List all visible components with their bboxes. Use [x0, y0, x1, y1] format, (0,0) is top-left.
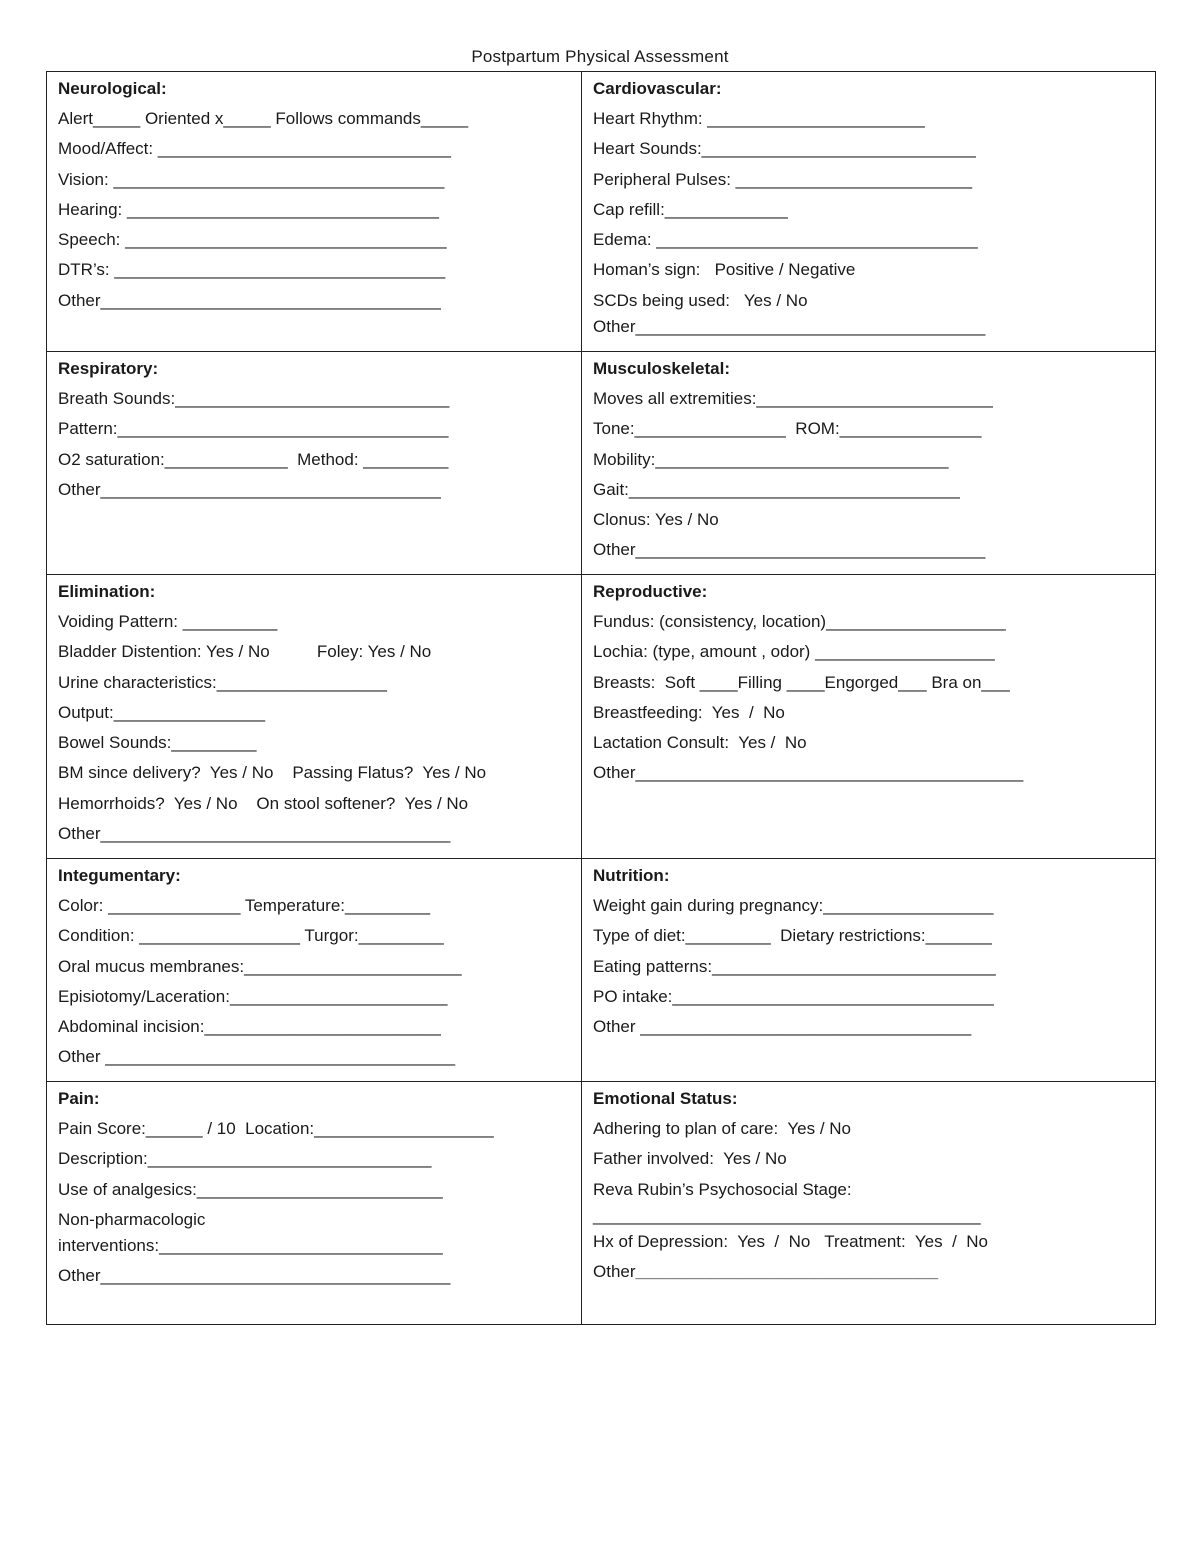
pain-section: [47, 1082, 582, 1324]
output-field[interactable]: Output:________________: [58, 702, 266, 722]
hearing-field[interactable]: Hearing: _________________________________: [58, 199, 439, 219]
urine-characteristics-field[interactable]: Urine characteristics:__________________: [58, 672, 387, 692]
interventions-field[interactable]: interventions:______________________________: [58, 1235, 443, 1255]
oral-mucus-membranes-field[interactable]: Oral mucus membranes:_______________________: [58, 956, 462, 976]
emotional-status-other-blank[interactable]: ________________________________: [635, 1261, 939, 1281]
nutrition-section: [582, 859, 1155, 1081]
assessment-form-grid: [46, 71, 1156, 1325]
peripheral-pulses-field[interactable]: Peripheral Pulses: _________________________: [593, 169, 973, 189]
clonus-option[interactable]: Clonus: Yes / No: [593, 510, 719, 530]
adhering-plan-of-care-option[interactable]: Adhering to plan of care: Yes / No: [593, 1119, 852, 1138]
respiratory-other-field[interactable]: Other____________________________________: [58, 479, 441, 499]
po-intake-field[interactable]: PO intake:__________________________________: [593, 986, 994, 1006]
hemorrhoids-stool-softener-option[interactable]: Hemorrhoids? Yes / No On stool softener? Yes / No: [58, 793, 469, 813]
edema-field[interactable]: Edema: __________________________________: [593, 230, 978, 250]
breath-sounds-field[interactable]: Breath Sounds:_____________________________: [58, 389, 450, 408]
form-row-2: [47, 352, 1155, 575]
bm-passing-flatus-option[interactable]: BM since delivery? Yes / No Passing Flatus? Yes / No: [58, 763, 487, 783]
emotional-status-other-field[interactable]: [593, 1261, 1145, 1283]
psychosocial-stage-label: Reva Rubin’s Psychosocial Stage:: [593, 1179, 852, 1199]
weight-gain-field[interactable]: Weight gain during pregnancy:__________________: [593, 896, 994, 915]
elimination-other-field[interactable]: Other_____________________________________: [58, 824, 451, 844]
lochia-field[interactable]: Lochia: (type, amount , odor) ___________________: [593, 642, 995, 662]
section-title-pain: Pain:: [58, 1089, 100, 1108]
breasts-field[interactable]: Breasts: Soft ____Filling ____Engorged___ Bra on___: [593, 672, 1010, 692]
elimination-section: [47, 575, 582, 858]
cap-refill-field[interactable]: Cap refill:_____________: [593, 199, 788, 219]
father-involved-option[interactable]: Father involved: Yes / No: [593, 1149, 787, 1169]
abdominal-incision-field[interactable]: Abdominal incision:_________________________: [58, 1017, 441, 1037]
bladder-distention-foley-option[interactable]: Bladder Distention: Yes / No Foley: Yes / No: [58, 642, 432, 662]
homans-sign-option[interactable]: Homan’s sign: Positive / Negative: [593, 260, 856, 280]
pain-score-location-field[interactable]: Pain Score:______ / 10 Location:___________________: [58, 1119, 494, 1138]
emotional-status-section: [582, 1082, 1155, 1324]
eating-patterns-field[interactable]: Eating patterns:______________________________: [593, 956, 996, 976]
fundus-field[interactable]: Fundus: (consistency, location)___________________: [593, 612, 1006, 631]
episiotomy-laceration-field[interactable]: Episiotomy/Laceration:_______________________: [58, 986, 448, 1006]
cardiovascular-section: [582, 72, 1155, 351]
non-pharmacologic-label: Non-pharmacologic: [58, 1209, 206, 1229]
cardiovascular-other-field[interactable]: Other_____________________________________: [593, 316, 986, 336]
o2-saturation-method-field[interactable]: O2 saturation:_____________ Method: _________: [58, 449, 449, 469]
page-title: Postpartum Physical Assessment: [471, 47, 729, 66]
section-title-nutrition: Nutrition:: [593, 866, 670, 885]
neurological-other-field[interactable]: Other____________________________________: [58, 290, 441, 310]
section-title-respiratory: Respiratory:: [58, 359, 159, 378]
heart-sounds-field[interactable]: Heart Sounds:_____________________________: [593, 139, 976, 159]
emotional-status-other-label: Other: [593, 1261, 636, 1281]
section-title-elimination: Elimination:: [58, 582, 156, 601]
pattern-field[interactable]: Pattern:___________________________________: [58, 419, 449, 439]
use-of-analgesics-field[interactable]: Use of analgesics:__________________________: [58, 1179, 443, 1199]
color-temperature-field[interactable]: Color: ______________ Temperature:_________: [58, 896, 431, 915]
breastfeeding-option[interactable]: Breastfeeding: Yes / No: [593, 702, 785, 722]
dtrs-field[interactable]: DTR’s: ___________________________________: [58, 260, 446, 280]
section-title-emotional-status: Emotional Status:: [593, 1089, 738, 1108]
respiratory-section: [47, 352, 582, 574]
integumentary-other-field[interactable]: Other _____________________________________: [58, 1047, 456, 1067]
section-title-neurological: Neurological:: [58, 79, 167, 98]
section-title-musculoskeletal: Musculoskeletal:: [593, 359, 730, 378]
form-row-1: [47, 72, 1155, 352]
integumentary-section: [47, 859, 582, 1081]
form-row-4: [47, 859, 1155, 1082]
description-field[interactable]: Description:______________________________: [58, 1149, 432, 1169]
musculoskeletal-section: [582, 352, 1155, 574]
gait-field[interactable]: Gait:___________________________________: [593, 479, 960, 499]
moves-all-extremities-field[interactable]: Moves all extremities:_________________________: [593, 389, 993, 408]
vision-field[interactable]: Vision: ___________________________________: [58, 169, 445, 189]
speech-field[interactable]: Speech: __________________________________: [58, 230, 447, 250]
section-title-cardiovascular: Cardiovascular:: [593, 79, 722, 98]
reproductive-section: [582, 575, 1155, 858]
section-title-integumentary: Integumentary:: [58, 866, 181, 885]
heart-rhythm-field[interactable]: Heart Rhythm: _______________________: [593, 109, 925, 128]
section-title-reproductive: Reproductive:: [593, 582, 708, 601]
condition-turgor-field[interactable]: Condition: _________________ Turgor:_________: [58, 926, 444, 946]
form-row-5: [47, 1082, 1155, 1325]
reproductive-other-field[interactable]: Other_________________________________________: [593, 763, 1024, 783]
psychosocial-stage-field[interactable]: _________________________________________: [593, 1205, 981, 1225]
mobility-field[interactable]: Mobility:_______________________________: [593, 449, 949, 469]
bowel-sounds-field[interactable]: Bowel Sounds:_________: [58, 733, 257, 753]
diet-restrictions-field[interactable]: Type of diet:_________ Dietary restrictions:_______: [593, 926, 992, 946]
pain-other-field[interactable]: Other_____________________________________: [58, 1266, 451, 1286]
tone-rom-field[interactable]: Tone:________________ ROM:_______________: [593, 419, 982, 439]
neurological-section: [47, 72, 582, 351]
alert-oriented-commands-field[interactable]: Alert_____ Oriented x_____ Follows commands_____: [58, 109, 469, 128]
depression-treatment-option[interactable]: Hx of Depression: Yes / No Treatment: Yes / No: [593, 1231, 988, 1251]
musculoskeletal-other-field[interactable]: Other_____________________________________: [593, 540, 986, 560]
voiding-pattern-field[interactable]: Voiding Pattern: __________: [58, 612, 278, 631]
nutrition-other-field[interactable]: Other ___________________________________: [593, 1017, 972, 1037]
scds-used-option[interactable]: SCDs being used: Yes / No: [593, 290, 808, 310]
lactation-consult-option[interactable]: Lactation Consult: Yes / No: [593, 733, 807, 753]
mood-affect-field[interactable]: Mood/Affect: _______________________________: [58, 139, 451, 159]
form-row-3: [47, 575, 1155, 859]
